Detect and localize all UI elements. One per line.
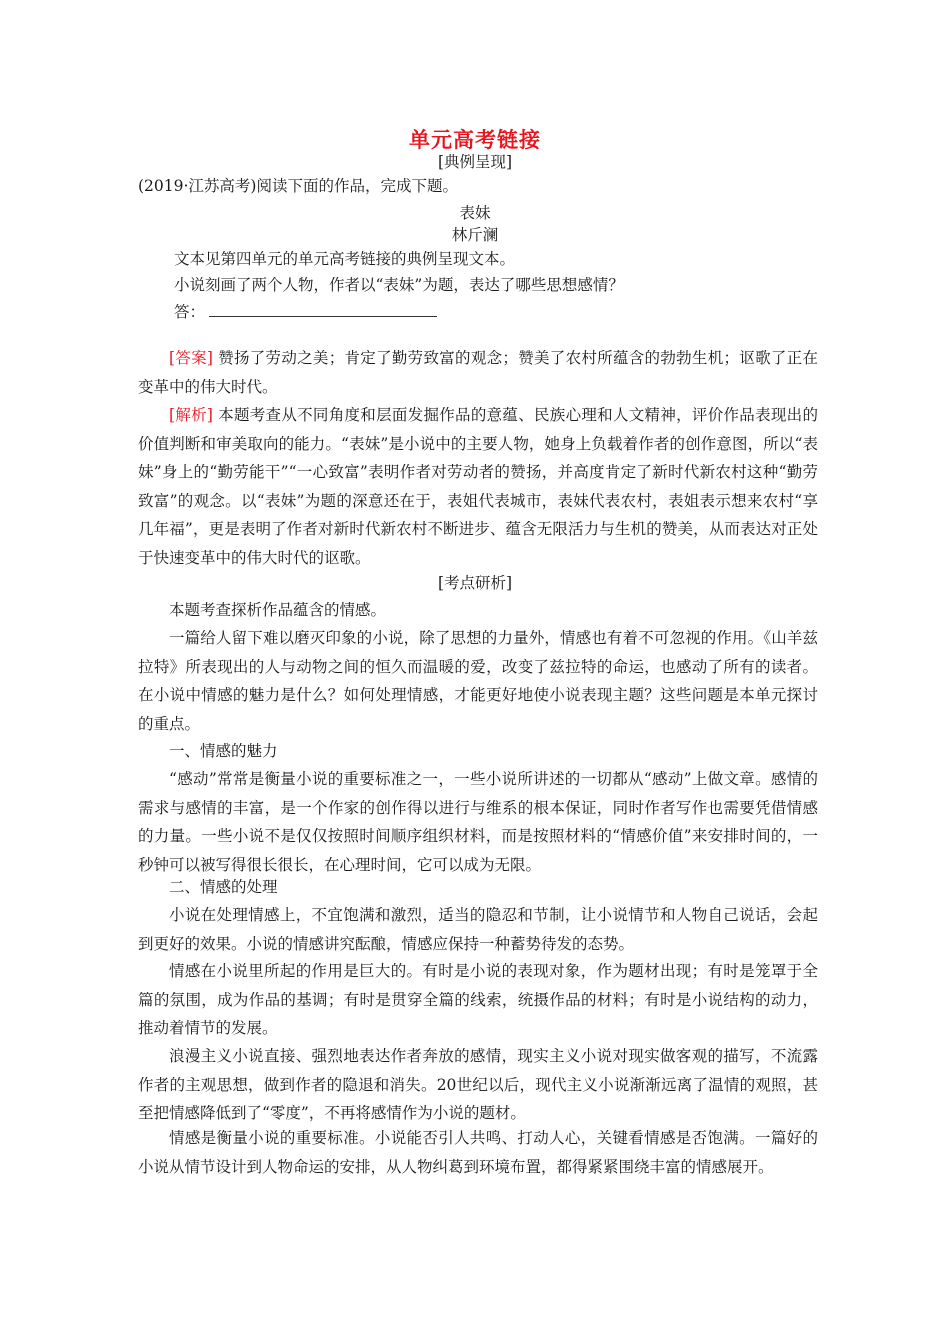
paragraph-1: 本题考查探析作品蕴含的情感。 xyxy=(169,601,387,619)
answer-text: 赞扬了劳动之美；肯定了勤劳致富的观念；赞美了农村所蕴含的勃勃生机；讴歌了正在变革中的伟大时代。 xyxy=(138,349,818,396)
paragraph-5: 情感在小说里所起的作用是巨大的。有时是小说的表现对象，作为题材出现；有时是笼罩于全篇的氛围，成为作品的基调；有时是贯穿全篇的线索，统摄作品的材料；有时是小说结构的动力，推动着情节的发展。 xyxy=(138,962,818,1037)
analysis-paragraph xyxy=(138,401,818,572)
analysis-tag: [解析] xyxy=(169,406,213,424)
answer-paragraph xyxy=(138,344,818,401)
source-line: (2019·江苏高考)阅读下面的作品，完成下题。 xyxy=(138,177,458,195)
answer-label: 答： xyxy=(174,303,206,321)
text-note: 文本见第四单元的单元高考链接的典例呈现文本。 xyxy=(174,250,516,268)
question: 小说刻画了两个人物，作者以“表妹”为题，表达了哪些思想感情？ xyxy=(174,276,624,294)
paragraph-3: “感动”常常是衡量小说的重要标准之一，一些小说所讲述的一切都从“感动”上做文章。感情的需求与感情的丰富，是一个作家的创作得以进行与维系的根本保证，同时作者写作也需要凭借情感的力量。一些小说不是仅仅按照时间顺序组织材料，而是按照材料的“情感价值”来安排时间的，一秒钟可以被写得很长很长，在心理时间，它可以成为无限。 xyxy=(138,770,818,874)
section-heading-examples: [典例呈现] xyxy=(437,153,513,171)
section-heading-analysis: [考点研析] xyxy=(437,574,513,592)
paragraph-6: 浪漫主义小说直接、强烈地表达作者奔放的感情，现实主义小说对现实做客观的描写，不流露作者的主观思想，做到作者的隐退和消失。20世纪以后，现代主义小说渐渐远离了温情的观照，甚至把情感降低到了“零度”，不再将感情作为小说的题材。 xyxy=(138,1047,818,1122)
work-author: 林斤澜 xyxy=(451,226,499,244)
answer-tag: [答案] xyxy=(169,349,213,367)
heading-1: 一、情感的魅力 xyxy=(169,742,278,760)
paragraph-2: 一篇给人留下难以磨灭印象的小说，除了思想的力量外，情感也有着不可忽视的作用。《山羊兹拉特》所表现出的人与动物之间的恒久而温暖的爱，改变了兹拉特的命运，也感动了所有的读者。在小说中情感的魅力是什么？如何处理情感，才能更好地使小说表现主题？这些问题是本单元探讨的重点。 xyxy=(138,629,818,733)
answer-blank xyxy=(209,302,437,317)
work-title: 表妹 xyxy=(459,204,491,222)
heading-2: 二、情感的处理 xyxy=(169,878,278,896)
analysis-text: 本题考查从不同角度和层面发掘作品的意蕴、民族心理和人文精神，评价作品表现出的价值判断和审美取向的能力。“表妹”是小说中的主要人物，她身上负载着作者的创作意图，所以“表妹”身上的“勤劳能干”“一心致富”表明作者对劳动者的赞扬，并高度肯定了新时代新农村这种“勤劳致富”的观念。以“表妹”为题的深意还在于，表姐代表城市，表妹代表农村，表姐表示想来农村“享几年福”，更是表明了作者对新时代新农村不断进步、蕴含无限活力与生机的赞美，从而表达对正处于快速变革中的伟大时代的讴歌。 xyxy=(138,406,818,567)
paragraph-4: 小说在处理情感上，不宜饱满和激烈，适当的隐忍和节制，让小说情节和人物自己说话，会起到更好的效果。小说的情感讲究酝酿，情感应保持一种蓄势待发的态势。 xyxy=(138,906,818,953)
answer-prompt xyxy=(174,302,854,322)
paragraph-7: 情感是衡量小说的重要标准。小说能否引人共鸣、打动人心，关键看情感是否饱满。一篇好的小说从情节设计到人物命运的安排，从人物纠葛到环境布置，都得紧紧围绕丰富的情感展开。 xyxy=(138,1129,818,1176)
page-title: 单元高考链接 xyxy=(409,127,541,152)
